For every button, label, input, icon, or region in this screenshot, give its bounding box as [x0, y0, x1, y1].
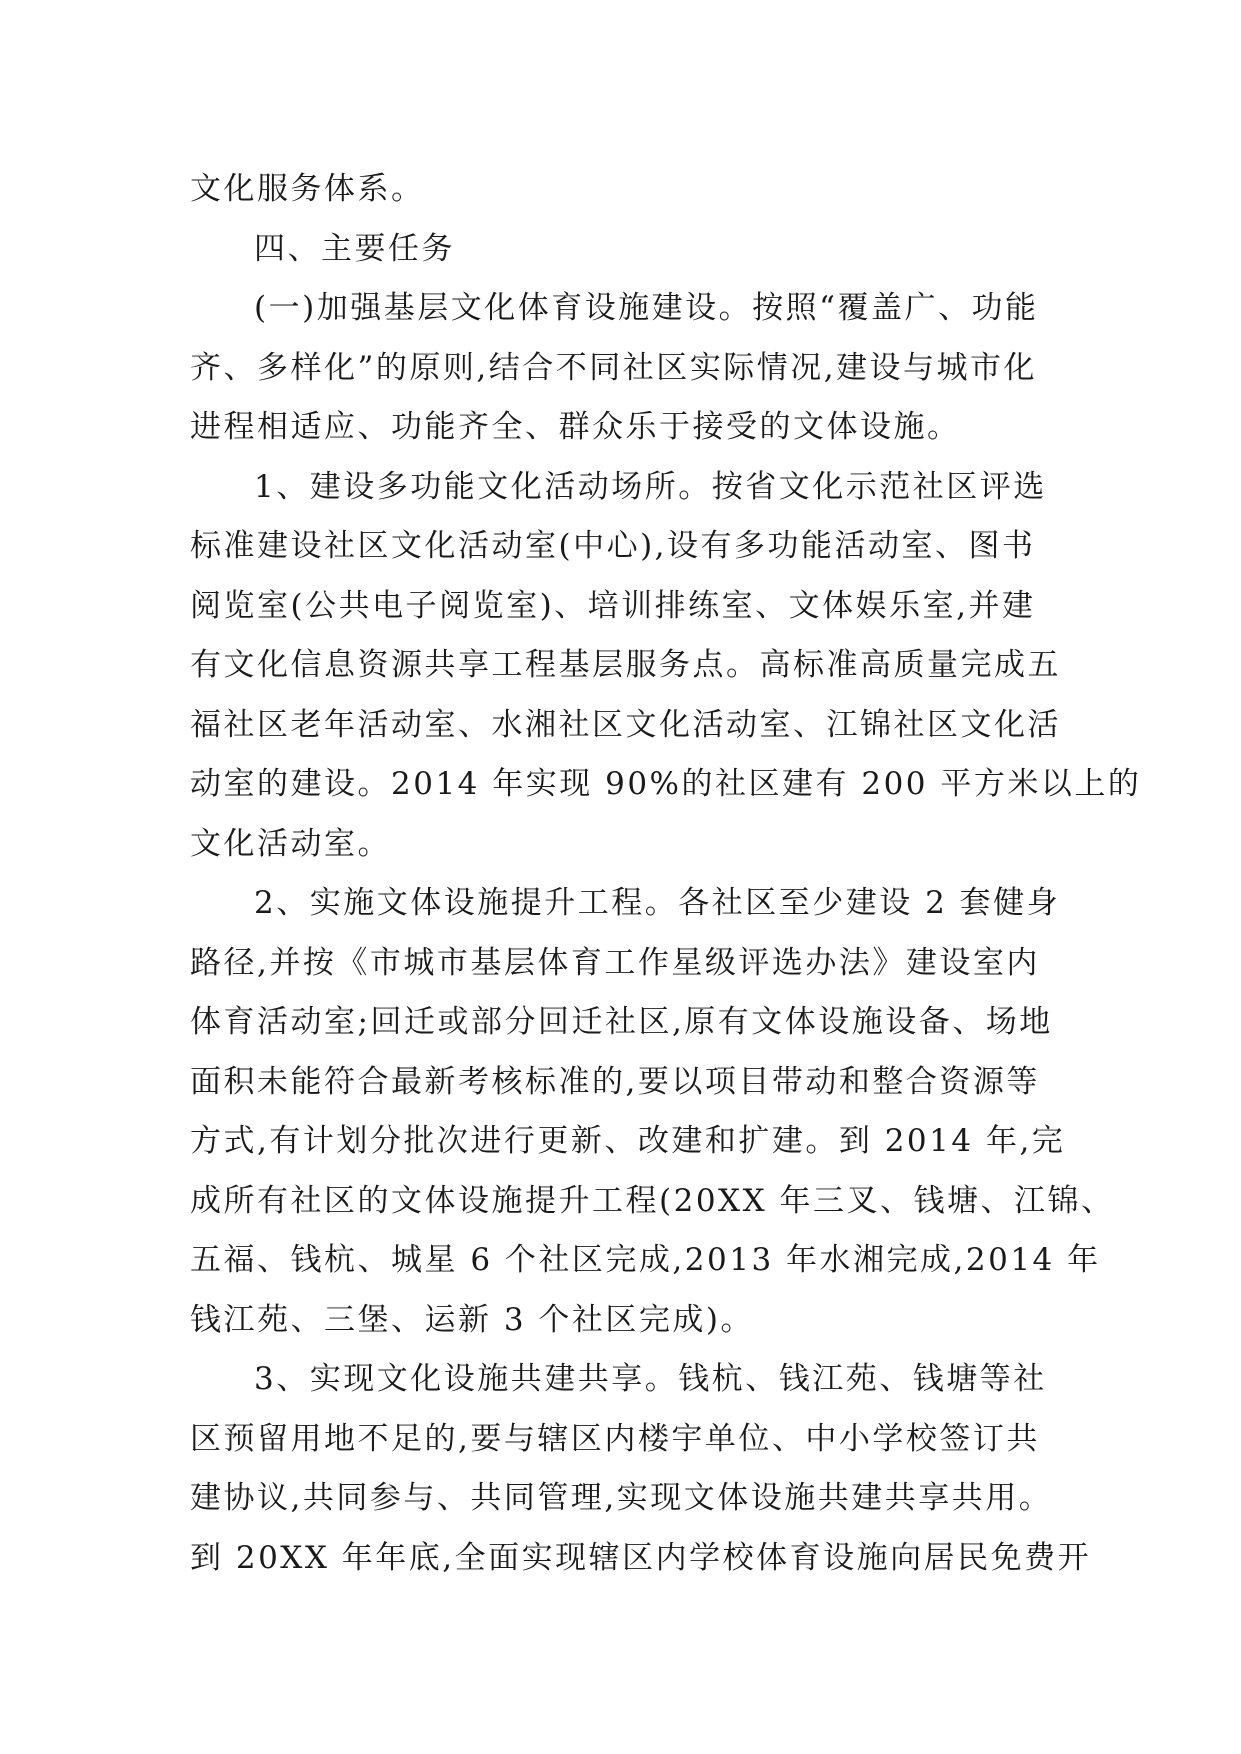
text-line: 方式,有计划分批次进行更新、改建和扩建。到 2014 年,完: [190, 1123, 1066, 1159]
text-line: 体育活动室;回迁或部分回迁社区,原有文体设施设备、场地: [190, 1004, 1053, 1040]
text-line: 2、实施文体设施提升工程。各社区至少建设 2 套健身: [254, 885, 1061, 921]
text-line: 1、建设多功能文化活动场所。按省文化示范社区评选: [254, 468, 1047, 505]
text-line: (一)加强基层文化体育设施建设。按照“覆盖广、功能: [254, 290, 1039, 326]
text-line: 到 20XX 年年底,全面实现辖区内学校体育设施向居民免费开: [190, 1539, 1092, 1576]
text-line: 钱江苑、三堡、运新 3 个社区完成)。: [190, 1301, 755, 1338]
text-line: 进程相适应、功能齐全、群众乐于接受的文体设施。: [190, 409, 961, 445]
section-heading: 四、主要任务: [254, 230, 455, 267]
document-body: [190, 160, 1142, 1588]
text-line: 动室的建设。2014 年实现 90%的社区建有 200 平方米以上的: [190, 766, 1142, 802]
text-line: 齐、多样化”的原则,结合不同社区实际情况,建设与城市化: [190, 349, 1038, 386]
text-line: 有文化信息资源共享工程基层服务点。高标准高质量完成五: [190, 647, 1061, 683]
text-line: 标准建设社区文化活动室(中心),设有多功能活动室、图书: [190, 528, 1036, 564]
text-line: 成所有社区的文体设施提升工程(20XX 年三叉、钱塘、江锦、: [190, 1182, 1115, 1219]
text-line: 区预留用地不足的,要与辖区内楼宇单位、中小学校签订共: [190, 1420, 1040, 1457]
text-line: 建协议,共同参与、共同管理,实现文体设施共建共享共用。: [190, 1480, 1053, 1516]
text-line: 五福、钱杭、城星 6 个社区完成,2013 年水湘完成,2014 年: [190, 1242, 1101, 1278]
text-line: 3、实现文化设施共建共享。钱杭、钱江苑、钱塘等社: [254, 1361, 1047, 1397]
text-line: 面积未能符合最新考核标准的,要以项目带动和整合资源等: [190, 1063, 1040, 1100]
text-line: 路径,并按《市城市基层体育工作星级评选办法》建设室内: [190, 944, 1040, 981]
text-line: 福社区老年活动室、水湘社区文化活动室、江锦社区文化活: [190, 706, 1061, 743]
text-line: 阅览室(公共电子阅览室)、培训排练室、文体娱乐室,并建: [190, 587, 1036, 624]
text-line: 文化服务体系。: [190, 171, 425, 207]
text-line: 文化活动室。: [190, 825, 391, 862]
